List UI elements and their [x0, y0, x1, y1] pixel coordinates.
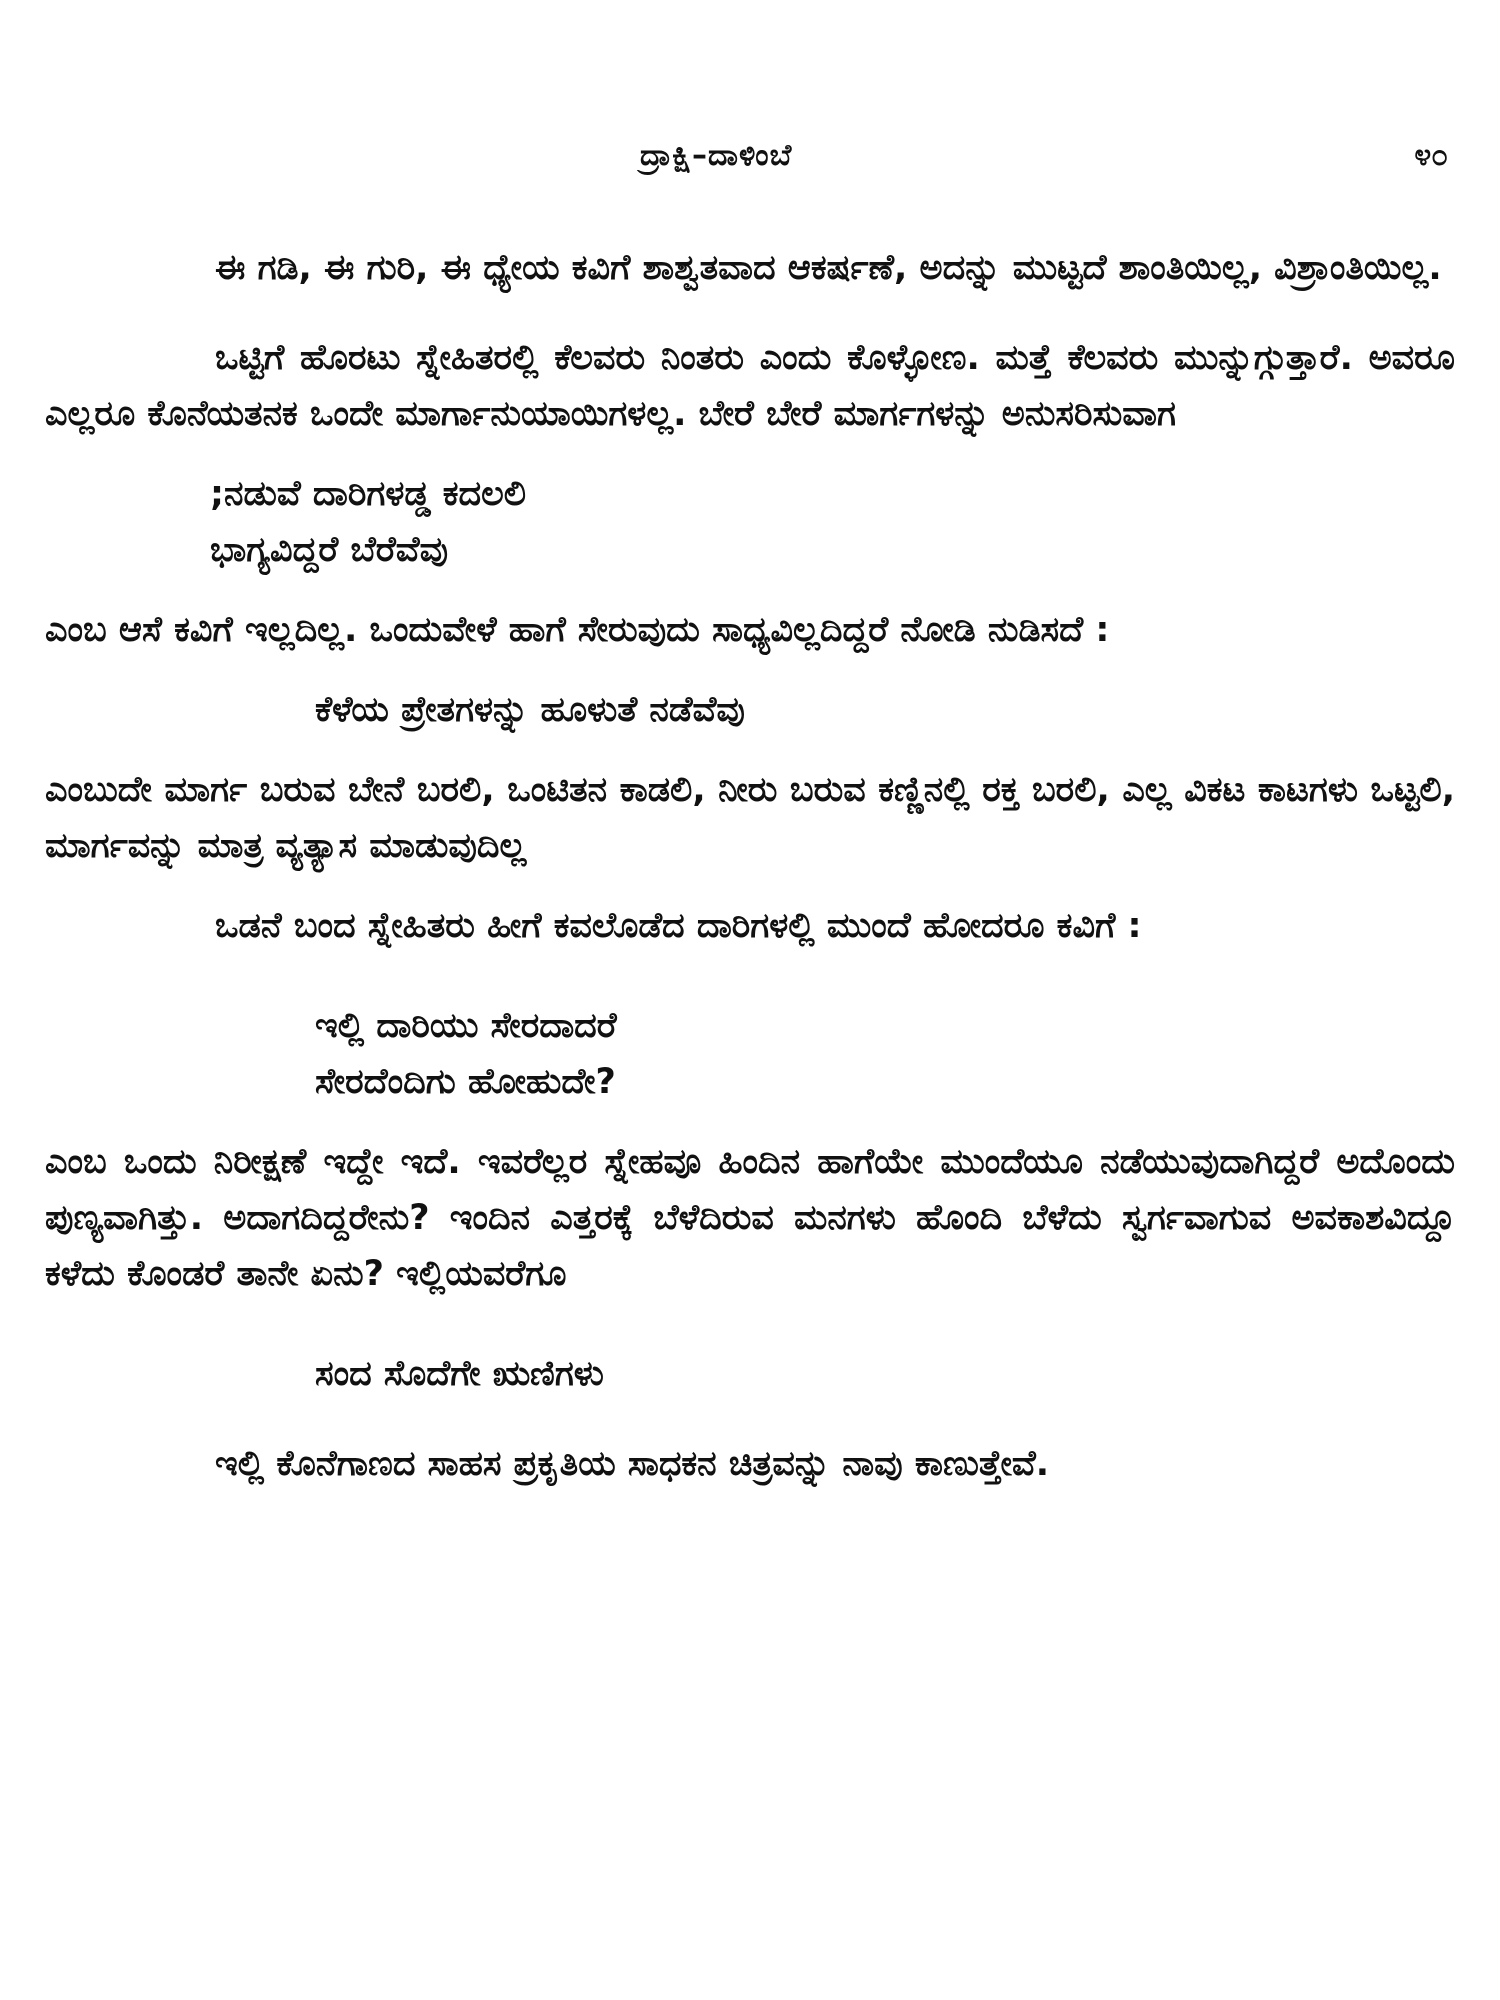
paragraph-6: ಎಂಬ ಒಂದು ನಿರೀಕ್ಷಣೆ ಇದ್ದೇ ಇದೆ. ಇವರೆಲ್ಲರ ಸ್ನೇಹವೂ ಹಿಂದಿನ ಹಾಗೆಯೇ ಮುಂದೆಯೂ ನಡೆಯುವುದಾಗಿದ್ದರೆ ಅದೊಂದು ಪುಣ್ಯವಾಗಿತ್ತು. ಅದಾಗದಿದ್ದರೇನು? ಇಂದಿನ ಎತ್ತರಕ್ಕೆ ಬೆಳೆದಿರುವ ಮನಗಳು ಹೊಂದಿ ಬೆಳೆದು ಸ್ವರ್ಗವಾಗುವ ಅವಕಾಶವಿದ್ದೂ ಕಳೆದು ಕೊಂಡರೆ ತಾನೇ ಏನು? ಇಲ್ಲಿಯವರೆಗೂ — [45, 1142, 1455, 1294]
verse-1-line-2: ಭಾಗ್ಯವಿದ್ದರೆ ಬೆರೆವೆವು — [210, 530, 449, 570]
paragraph-7: ಇಲ್ಲಿ ಕೊನೆಗಾಣದ ಸಾಹಸ ಪ್ರಕೃತಿಯ ಸಾಧಕನ ಚಿತ್ರವನ್ನು ನಾವು ಕಾಣುತ್ತೇವೆ. — [215, 1444, 1050, 1484]
verse-2-line-1: ಕೆಳೆಯ ಪ್ರೇತಗಳನ್ನು ಹೂಳುತೆ ನಡೆವೆವು — [315, 690, 745, 730]
paragraph-1: ಈ ಗಡಿ, ಈ ಗುರಿ, ಈ ಧ್ಯೇಯ ಕವಿಗೆ ಶಾಶ್ವತವಾದ ಆಕರ್ಷಣೆ, ಅದನ್ನು ಮುಟ್ಟದೆ ಶಾಂತಿಯಿಲ್ಲ, ವಿಶ್ರಾಂತಿಯಿಲ್ಲ. — [215, 248, 1442, 288]
paragraph-2: ಒಟ್ಟಿಗೆ ಹೊರಟು ಸ್ನೇಹಿತರಲ್ಲಿ ಕೆಲವರು ನಿಂತರು ಎಂದು ಕೊಳ್ಳೋಣ. ಮತ್ತೆ ಕೆಲವರು ಮುನ್ನುಗ್ಗುತ್ತಾರೆ. ಅವರೂ ಎಲ್ಲರೂ ಕೊನೆಯತನಕ ಒಂದೇ ಮಾರ್ಗಾನುಯಾಯಿಗಳಲ್ಲ. ಬೇರೆ ಬೇರೆ ಮಾರ್ಗಗಳನ್ನು ಅನುಸರಿಸುವಾಗ — [45, 338, 1455, 434]
verse-1-line-1: ;ನಡುವೆ ದಾರಿಗಳಡ್ಡ ಕದಲಲಿ — [210, 474, 527, 514]
paragraph-4: ಎಂಬುದೇ ಮಾರ್ಗ ಬರುವ ಬೇನೆ ಬರಲಿ, ಒಂಟಿತನ ಕಾಡಲಿ, ನೀರು ಬರುವ ಕಣ್ಣಿನಲ್ಲಿ ರಕ್ತ ಬರಲಿ, ಎಲ್ಲ ವಿಕಟ ಕಾಟಗಳು ಒಟ್ಟಲಿ, ಮಾರ್ಗವನ್ನು ಮಾತ್ರ ವ್ಯತ್ಯಾಸ ಮಾಡುವುದಿಲ್ಲ — [45, 770, 1455, 866]
page-number: ೪೦ — [1414, 138, 1448, 173]
verse-4-line-1: ಸಂದ ಸೊದೆಗೇ ಋಣಿಗಳು — [315, 1354, 604, 1394]
page-body — [45, 240, 1455, 1492]
running-title: ದ್ರಾಕ್ಷಿ–ದಾಳಿಂಬೆ — [640, 138, 793, 173]
verse-3-line-2: ಸೇರದೆಂದಿಗು ಹೋಹುದೇ? — [315, 1062, 616, 1102]
page-header — [0, 138, 1500, 178]
paragraph-5: ಒಡನೆ ಬಂದ ಸ್ನೇಹಿತರು ಹೀಗೆ ಕವಲೊಡೆದ ದಾರಿಗಳಲ್ಲಿ ಮುಂದೆ ಹೋದರೂ ಕವಿಗೆ : — [215, 906, 1142, 946]
verse-3-line-1: ಇಲ್ಲಿ ದಾರಿಯು ಸೇರದಾದರೆ — [315, 1006, 617, 1046]
paragraph-3: ಎಂಬ ಆಸೆ ಕವಿಗೆ ಇಲ್ಲದಿಲ್ಲ. ಒಂದುವೇಳೆ ಹಾಗೆ ಸೇರುವುದು ಸಾಧ್ಯವಿಲ್ಲದಿದ್ದರೆ ನೋಡಿ ನುಡಿಸದೆ : — [45, 610, 1110, 650]
